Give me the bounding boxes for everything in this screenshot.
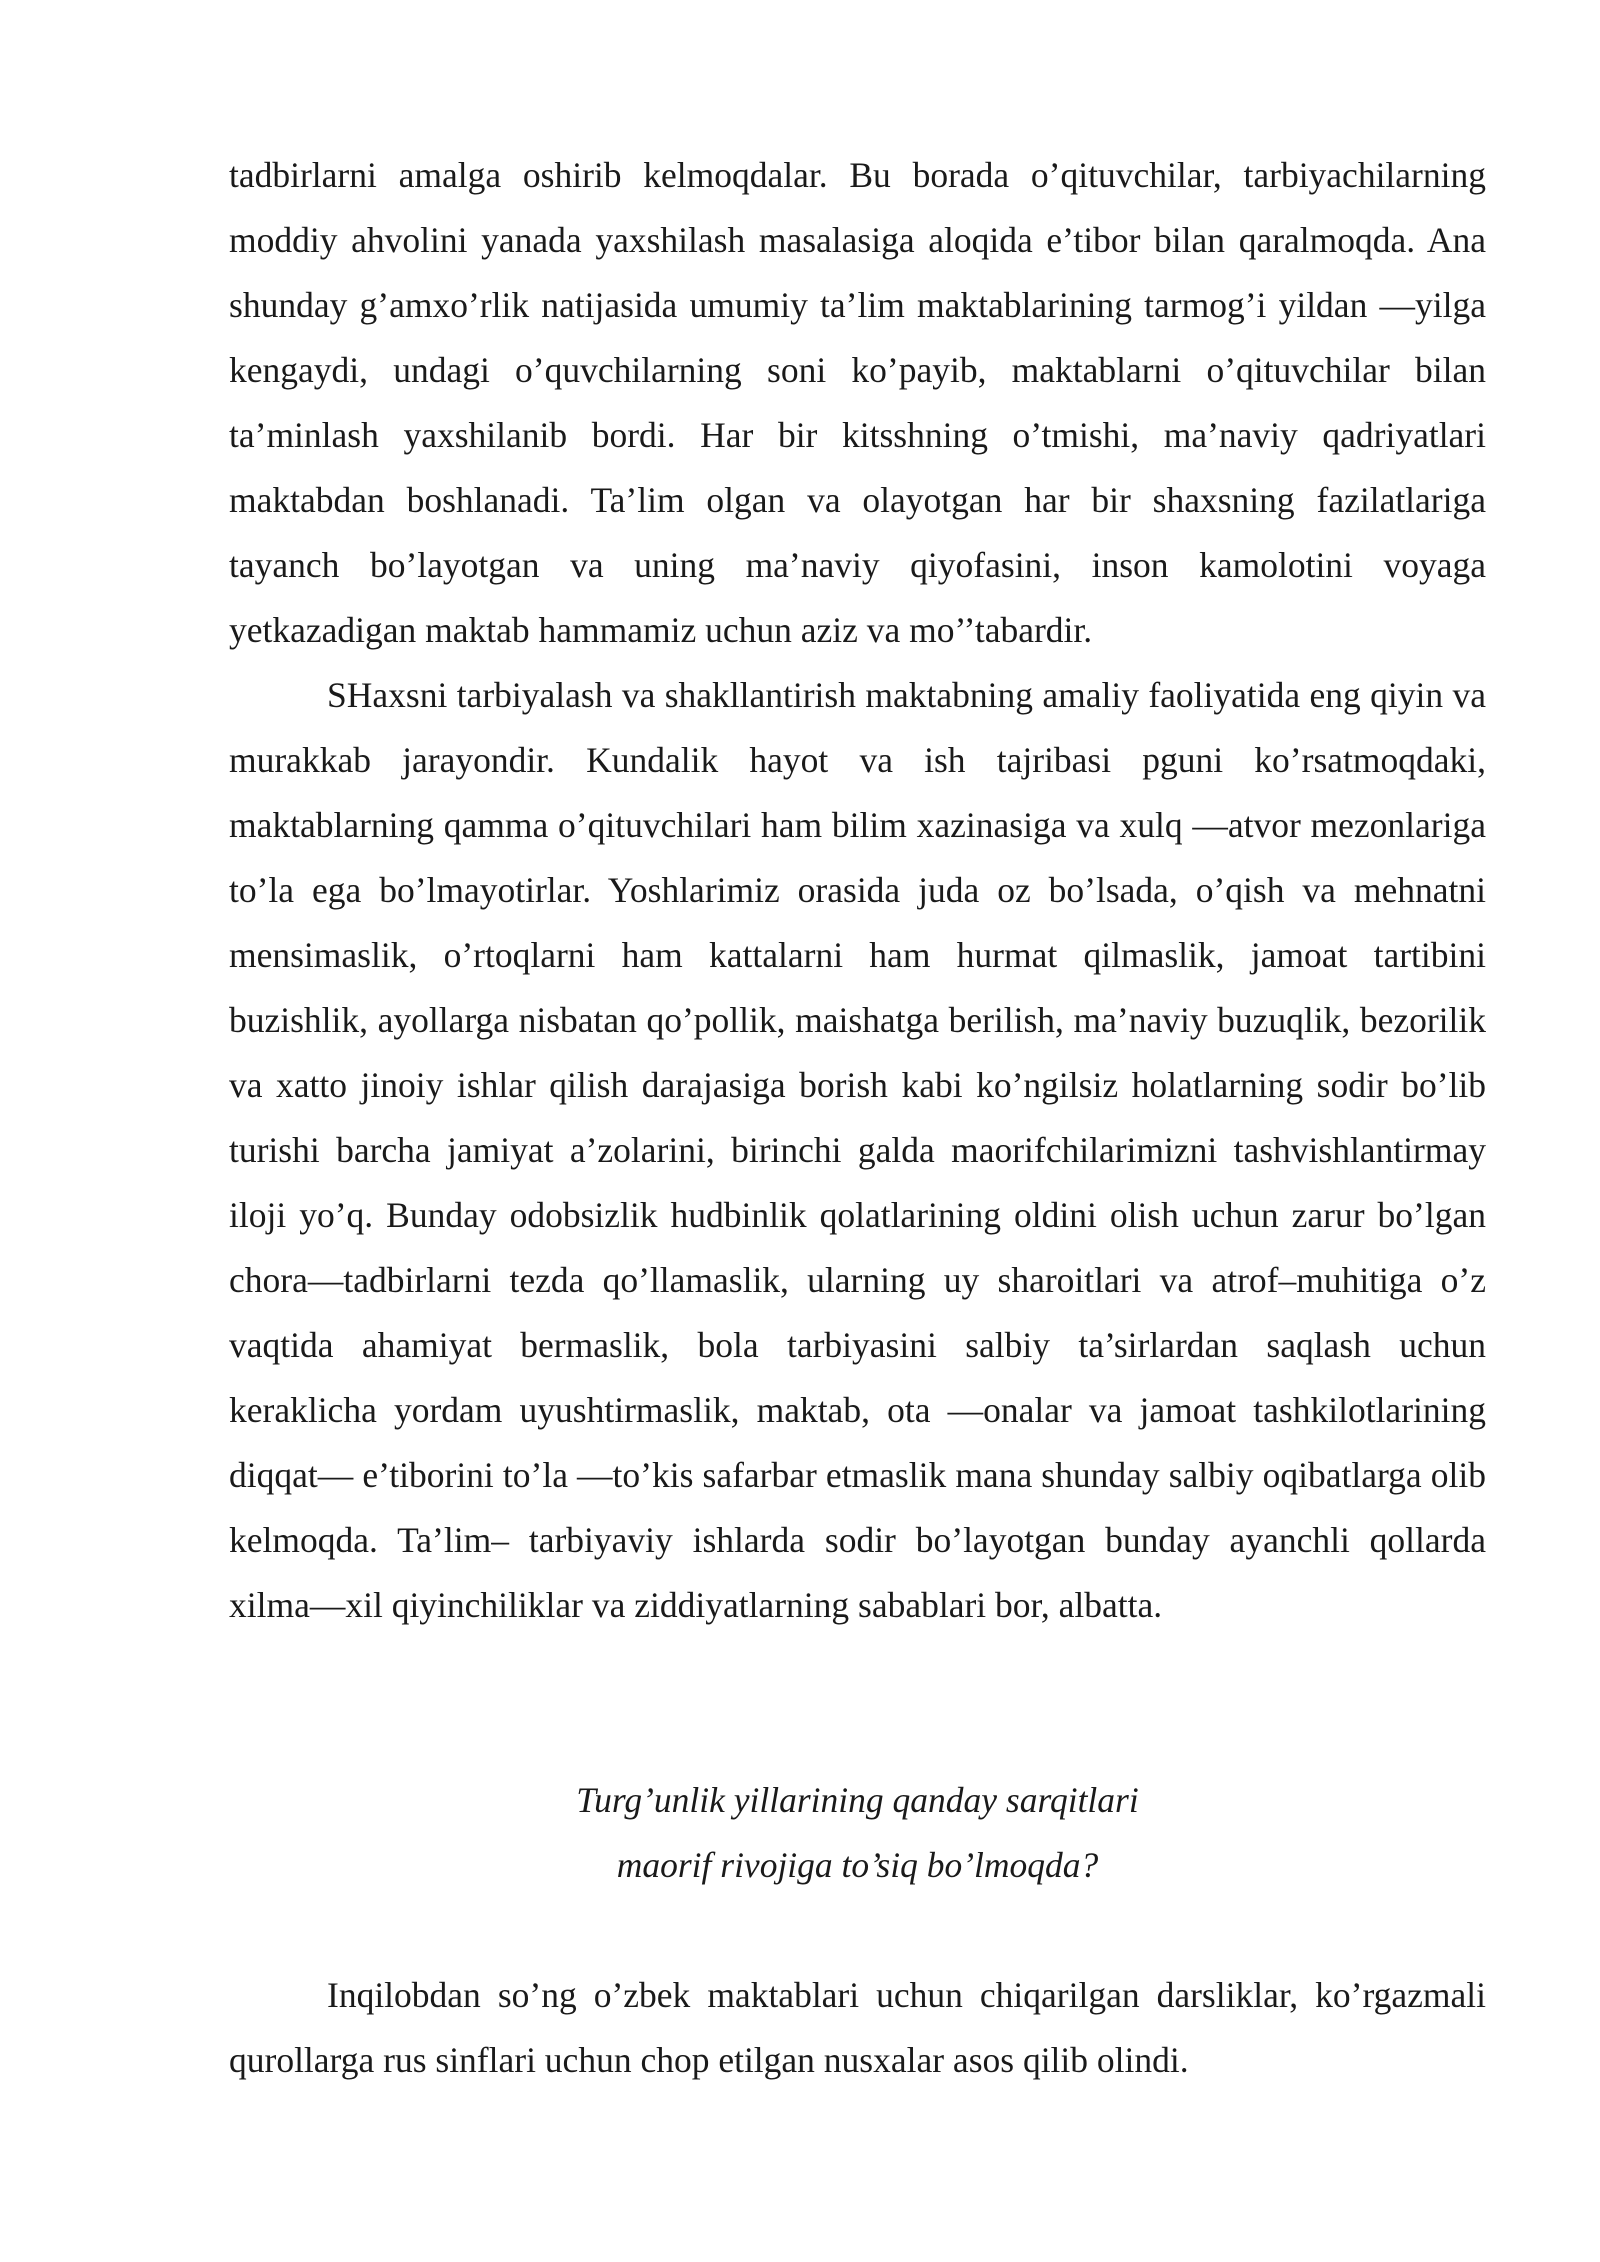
section-heading	[229, 1768, 1486, 1898]
heading-line-2: maorif rivojiga to’siq bo’lmoqda?	[616, 1845, 1099, 1885]
body-paragraph-3	[229, 1963, 1486, 2093]
heading-line-1: Turg’unlik yillarining qanday sarqitlari	[576, 1780, 1139, 1820]
body-paragraph-1	[229, 143, 1486, 663]
paragraph-text: Inqilobdan so’ng o’zbek maktablari uchun chiqarilgan darsliklar, ko’rgazmali qurollarga rus sinflari uchun chop etilgan nusxalar asos qilib olindi.	[229, 1975, 1486, 2080]
paragraph-text: SHaxsni tarbiyalash va shakllantirish maktabning amaliy faoliyatida eng qiyin va murakkab jarayondir. Kundalik hayot va ish tajribasi pguni ko’rsatmoqdaki, maktablarning qamma o’qituvchilari ham bilim xazinasiga va xulq —atvor mezonlariga to’la ega bo’lmayotirlar. Yoshlarimiz orasida juda oz bo’lsada, o’qish va mehnatni mensimaslik, o’rtoqlarni ham kattalarni ham hurmat qilmaslik, jamoat tartibini buzishlik, ayollarga nisbatan qo’pollik, maishatga berilish, ma’naviy buzuqlik, bezorilik va xatto jinoiy ishlar qilish darajasiga borish kabi ko’ngilsiz holatlarning sodir bo’lib turishi barcha jamiyat a’zolarini, birinchi galda maorifchilarimizni tashvishlantirmay iloji yo’q. Bunday odobsizlik hudbinlik qolatlarining oldini olish uchun zarur bo’lgan chora—tadbirlarni tezda qo’llamaslik, ularning uy sharoitlari va atrof–muhitiga o’z vaqtida ahamiyat bermaslik, bola tarbiyasini salbiy ta’sirlardan saqlash uchun keraklicha yordam uyushtirmaslik, maktab, ota —onalar va jamoat tashkilotlarining diqqat— e’tiborini to’la —to’kis safarbar etmaslik mana shunday salbiy oqibatlarga olib kelmoqda. Ta’lim– tarbiyaviy ishlarda sodir bo’layotgan bunday ayanchli qollarda xilma—xil qiyinchiliklar va ziddiyatlarning sabablari bor, albatta.	[229, 675, 1486, 1625]
paragraph-text: tadbirlarni amalga oshirib kelmoqdalar. Bu borada o’qituvchilar, tarbiyachilarning moddiy ahvolini yanada yaxshilash masalasiga aloqida e’tibor bilan qaralmoqda. Ana shunday g’amxo’rlik natijasida umumiy ta’lim maktablarining tarmog’i yildan —yilga kengaydi, undagi o’quvchilarning soni ko’payib, maktablarni o’qituvchilar bilan ta’minlash yaxshilanib bordi. Har bir kitsshning o’tmishi, ma’naviy qadriyatlari maktabdan boshlanadi. Ta’lim olgan va olayotgan har bir shaxsning fazilatlariga tayanch bo’layotgan va uning ma’naviy qiyofasini, inson kamolotini voyaga yetkazadigan maktab hammamiz uchun aziz va mo’’tabardir.	[229, 155, 1486, 650]
body-paragraph-2	[229, 663, 1486, 1638]
